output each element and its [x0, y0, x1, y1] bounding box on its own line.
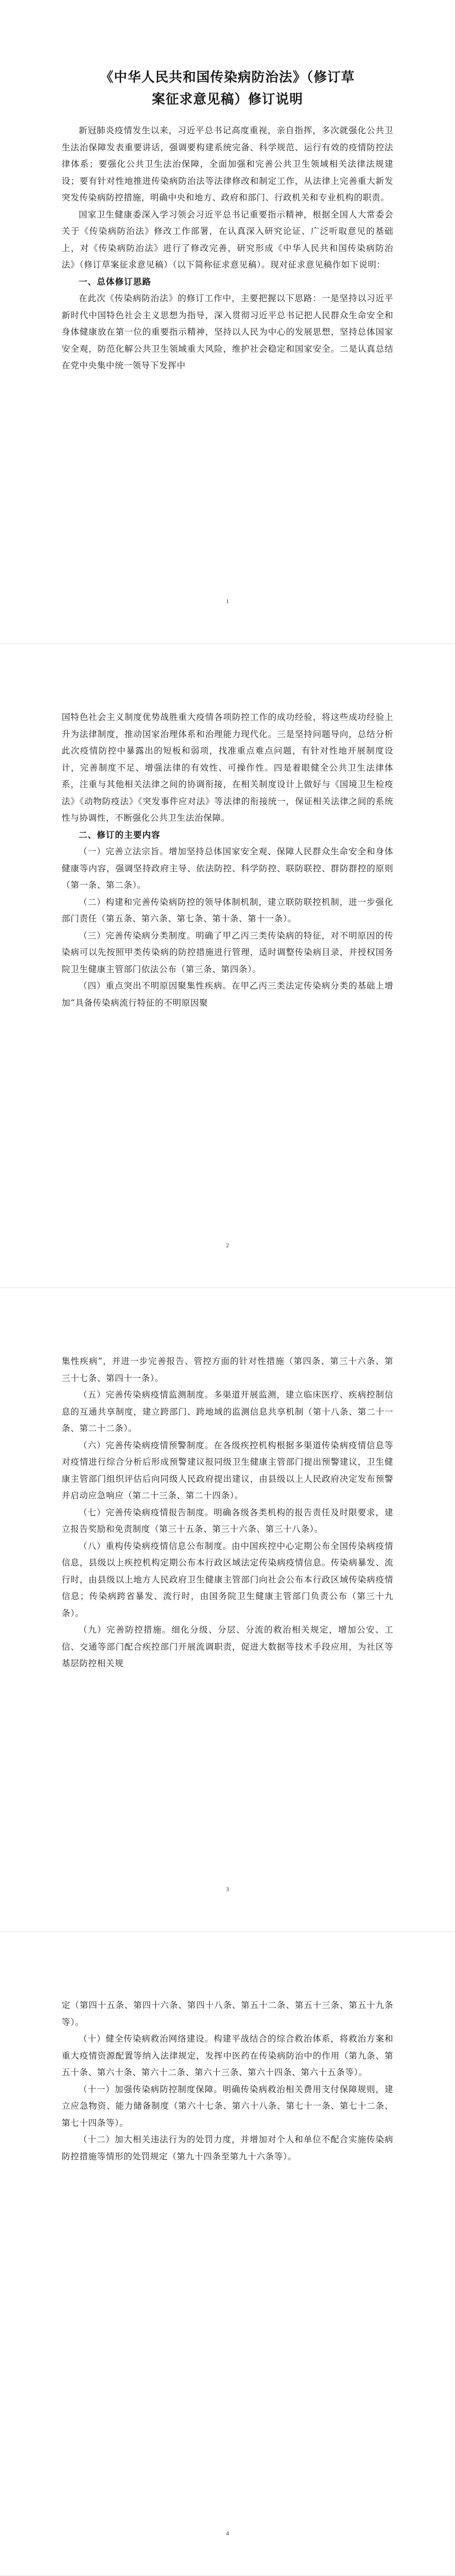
paragraph: （十二）加大相关违法行为的处罚力度，并增加对个人和单位不配合实施传染病防控措施等情形的处罚规定（第九十四条至第九十六条等）。: [62, 2135, 393, 2162]
paragraph: 新冠肺炎疫情发生以来，习近平总书记高度重视，亲自指挥，多次就强化公共卫生法治保障发表重要讲话，强调要构建系统完备、科学规范、运行有效的疫情防控法律体系；要强化公共卫生法治保障，全面加强和完善公共卫生领域相关法律法规建设；要有针对性地推进传染病防治法等法律修改和制定工作，从法律上完善重大新发突发传染病防控措施，明确中央和地方、政府和部门、行政机关和专业机构的职责。: [62, 125, 393, 203]
page-number: 3: [226, 1886, 229, 1893]
title-line-1: 《中华人民共和国传染病防治法》（修订草: [100, 69, 355, 85]
paragraph: （一）完善立法宗旨。增加坚持总体国家安全观、保障人民群众生命安全和身体健康等内容，强调坚持政府主导、依法防控、科学防控、联防联控、群防群控的原则（第一条、第二条）。: [62, 847, 393, 890]
document-page: [0, 1932, 455, 2576]
document-page: [0, 644, 455, 1288]
page-number: 1: [226, 598, 229, 605]
document-page: [0, 1288, 455, 1932]
paragraph: （八）重构传染病疫情信息公布制度。由中国疾控中心定期公布全国传染病疫情信息，县级以上疾控机构定期公布本行政区域法定传染病疫情信息。传染病暴发、流行时，由县级以上地方人民政府卫生健康主管部门向社会公布本行政区域传染病疫情信息；传染病跨省暴发、流行时，由国务院卫生健康主管部门负责公布（第三十九条）。: [62, 1541, 393, 1618]
page-number: 4: [226, 2530, 229, 2537]
paragraph: （十）健全传染病救治网络建设。构建平战结合的综合救治体系，将救治方案和重大疫情资源配置等纳入法律规定，发挥中医药在传染病防治中的作用（第九条、第五十条、第六十条、第六十二条、第六十三条、第六十四条、第六十五条等）。: [62, 2034, 393, 2077]
paragraph: 在此次《传染病防治法》的修订工作中，主要把握以下思路：一是坚持以习近平新时代中国特色社会主义思想为指导，深入贯彻习近平总书记把人民群众生命安全和身体健康放在第一位的重要指示精神，坚持以人民为中心的发展思想，坚持总体国家安全观，防范化解公共卫生领域重大风险，维护社会稳定和国家安全。二是认真总结在党中央集中统一领导下发挥中: [62, 293, 393, 370]
title-line-2: 案征求意见稿）修订说明: [152, 91, 303, 107]
page-content: [62, 122, 393, 374]
section-heading: 二、修订的主要内容: [79, 829, 161, 840]
paragraph: 国家卫生健康委深入学习领会习近平总书记重要指示精神，根据全国人大常委会关于《传染病防治法》修改工作部署，在认真深入研究论证、广泛听取意见的基础上，对《传染病防治法》进行了修改完善，研究形成《中华人民共和国传染病防治法》（修订草案征求意见稿）（以下简称征求意见稿）。现对征求意见稿作如下说明：: [62, 209, 393, 270]
paragraph: （七）完善传染病疫情报告制度。明确各级各类机构的报告责任及时限要求，建立报告奖励和免责制度（第三十五条、第三十六条、第三十八条）。: [62, 1507, 393, 1534]
paragraph: （四）重点突出不明原因聚集性疾病。在甲乙丙三类法定传染病分类的基础上增加“具备传染病流行特征的不明原因聚: [62, 981, 393, 1008]
paragraph: （十一）加强传染病防控制度保障。明确传染病救治相关费用支付保障规则，建立应急物资、能力储备制度（第六十七条、第六十八条、第七十一条、第七十二条、第七十四条等）。: [62, 2084, 393, 2128]
paragraph: （五）完善传染病疫情监测制度。多渠道开展监测，建立临床医疗、疾病控制信息的互通共享制度，建立跨部门、跨地域的监测信息共享机制（第十八条、第二十一条、第二十二条）。: [62, 1390, 393, 1433]
section-heading: 一、总体修订思路: [79, 276, 152, 287]
paragraph: 定（第四十五条、第四十六条、第四十八条、第五十二条、第五十三条、第五十九条等）。: [62, 2000, 393, 2027]
paragraph: （二）构建和完善传染病防控的领导体制机制，建立联防联控机制，进一步强化部门责任（第五条、第六条、第七条、第十条、第十一条）。: [62, 897, 393, 924]
paragraph: 国特色社会主义制度优势战胜重大疫情各项防控工作的成功经验，将这些成功经验上升为法律制度，推动国家治理体系和治理能力现代化。三是坚持问题导向，总结分析此次疫情防控中暴露出的短板和弱项，找准重点难点问题，有针对性地开展制度设计，完善制度不足、增强法律的有效性、可操作性。四是着眼健全公共卫生法律体系，注重与其他相关法律之间的协调衔接，在相关制度设计上做好与《国境卫生检疫法》《动物防疫法》《突发事件应对法》等法律的衔接统一，保证相关法律之间的系统性与协调性，不断强化公共卫生法治保障。: [62, 712, 393, 823]
paragraph: （三）完善传染病分类制度。明确了甲乙丙三类传染病的特征，对不明原因的传染病可以先按照甲类传染病的防控措施进行管理，适时调整传染病目录，并授权国务院卫生健康主管部门依法公布（第三条、第四条）。: [62, 930, 393, 974]
page-content: [62, 644, 393, 1011]
page-content: [62, 1932, 393, 2165]
paragraph: （九）完善防控措施。细化分级、分层、分流的救治相关规定，增加公安、工信、交通等部门配合疾控部门开展流调职责，促进大数据等技术手段应用，为社区等基层防控相关规: [62, 1625, 393, 1668]
page-content: [62, 1288, 393, 1672]
page-number: 2: [226, 1242, 229, 1249]
paragraph: 集性疾病”，并进一步完善报告、管控方面的针对性措施（第四条、第三十六条、第三十七条、第四十一条）。: [62, 1356, 393, 1383]
paragraph: （六）完善传染病疫情预警制度。在各级疾控机构根据多渠道传染病疫情信息等对疫情进行综合分析后形成预警建议报同级卫生健康主管部门提出预警建议，卫生健康主管部门组织评估后向同级人民政府提出建议，由县级以上人民政府决定发布预警并启动应急响应（第二十三条、第二十四条）。: [62, 1440, 393, 1500]
document-title: [62, 0, 393, 110]
document-page: [0, 0, 455, 644]
